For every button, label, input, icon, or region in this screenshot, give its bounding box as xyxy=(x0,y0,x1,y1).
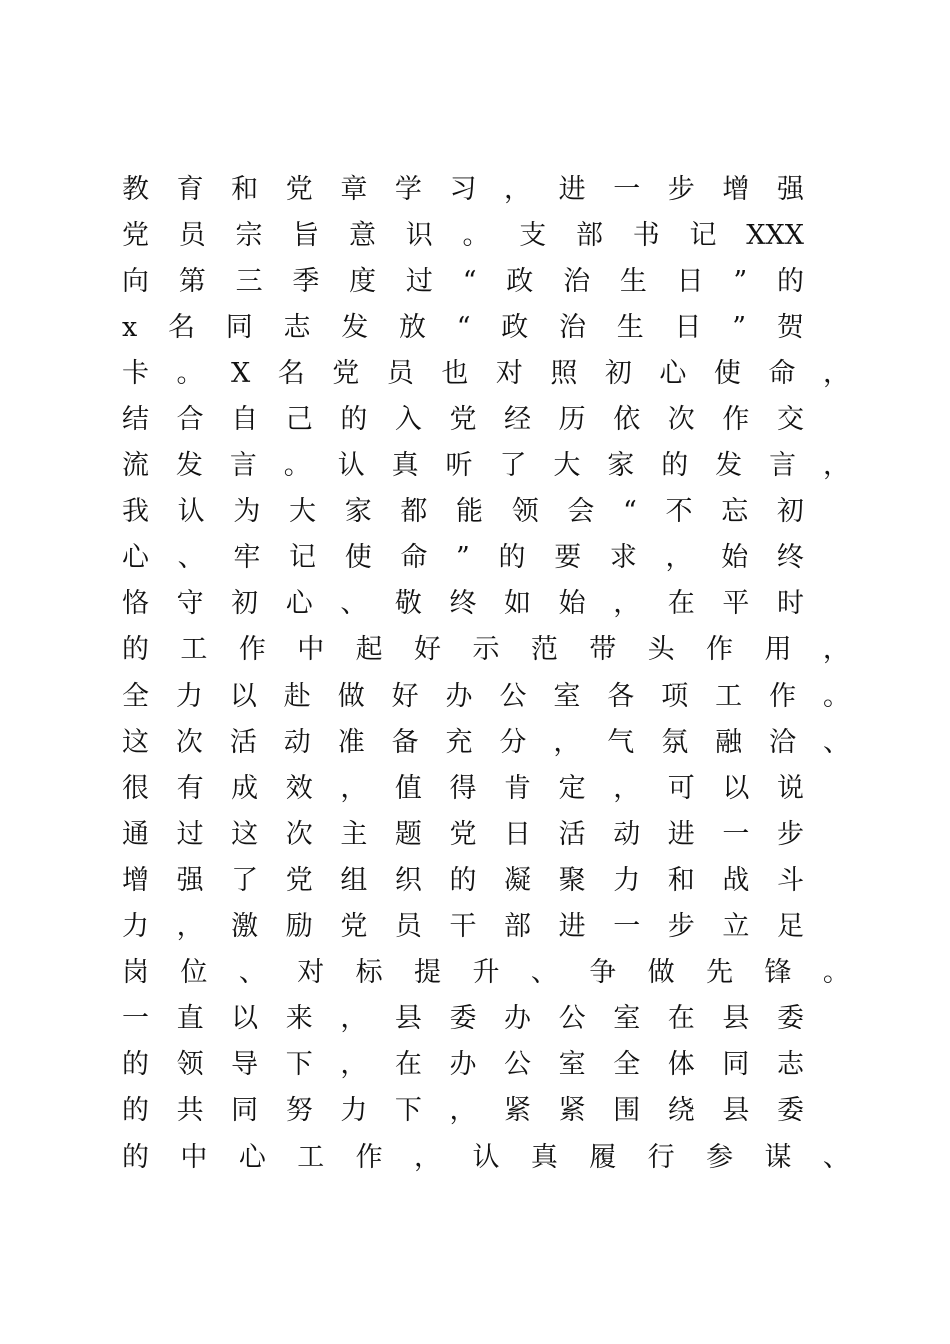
text-line: 这 次 活 动 准 备 充 分 ， 气 氛 融 洽 、 xyxy=(122,726,850,758)
text-line: 很 有 成 效 ， 值 得 肯 定 ， 可 以 说 xyxy=(122,772,804,804)
text-line: 教 育 和 党 章 学 习 ， 进 一 步 增 强 xyxy=(122,173,804,205)
text-line: 恪 守 初 心 、 敬 终 如 始 ， 在 平 时 xyxy=(122,588,804,620)
text-line: 的 工 作 中 起 好 示 范 带 头 作 用 ， xyxy=(122,634,850,666)
text-line: 一 直 以 来 ， 县 委 办 公 室 在 县 委 xyxy=(122,1003,804,1035)
text-line: 流 发 言 。 认 真 听 了 大 家 的 发 言 ， xyxy=(122,450,850,482)
text-line: 通 过 这 次 主 题 党 日 活 动 进 一 步 xyxy=(122,818,804,850)
text-line: 岗 位 、 对 标 提 升 、 争 做 先 锋 。 xyxy=(122,957,850,989)
text-line: 心 、 牢 记 使 命 ” 的 要 求 ， 始 终 xyxy=(122,542,804,574)
text-line: 力 ， 激 励 党 员 干 部 进 一 步 立 足 xyxy=(122,911,804,943)
text-line: 的 领 导 下 ， 在 办 公 室 全 体 同 志 xyxy=(122,1049,804,1081)
text-line: 卡 。 X 名 党 员 也 对 照 初 心 使 命 ， xyxy=(122,357,850,389)
text-line: x 名 同 志 发 放 “ 政 治 生 日 ” 贺 xyxy=(122,311,804,343)
text-line: 全 力 以 赴 做 好 办 公 室 各 项 工 作 。 xyxy=(122,680,850,712)
text-line: 党 员 宗 旨 意 识 。 支 部 书 记 XXX xyxy=(122,219,804,251)
text-line: 增 强 了 党 组 织 的 凝 聚 力 和 战 斗 xyxy=(122,864,804,896)
text-line: 向 第 三 季 度 过 “ 政 治 生 日 ” 的 xyxy=(122,265,804,297)
text-line: 的 中 心 工 作 ， 认 真 履 行 参 谋 、 xyxy=(122,1141,850,1173)
text-line: 的 共 同 努 力 下 ， 紧 紧 围 绕 县 委 xyxy=(122,1095,804,1127)
text-line: 结 合 自 己 的 入 党 经 历 依 次 作 交 xyxy=(122,404,804,436)
text-line: 我 认 为 大 家 都 能 领 会 “ 不 忘 初 xyxy=(122,496,804,528)
document-body-text xyxy=(122,166,850,1180)
